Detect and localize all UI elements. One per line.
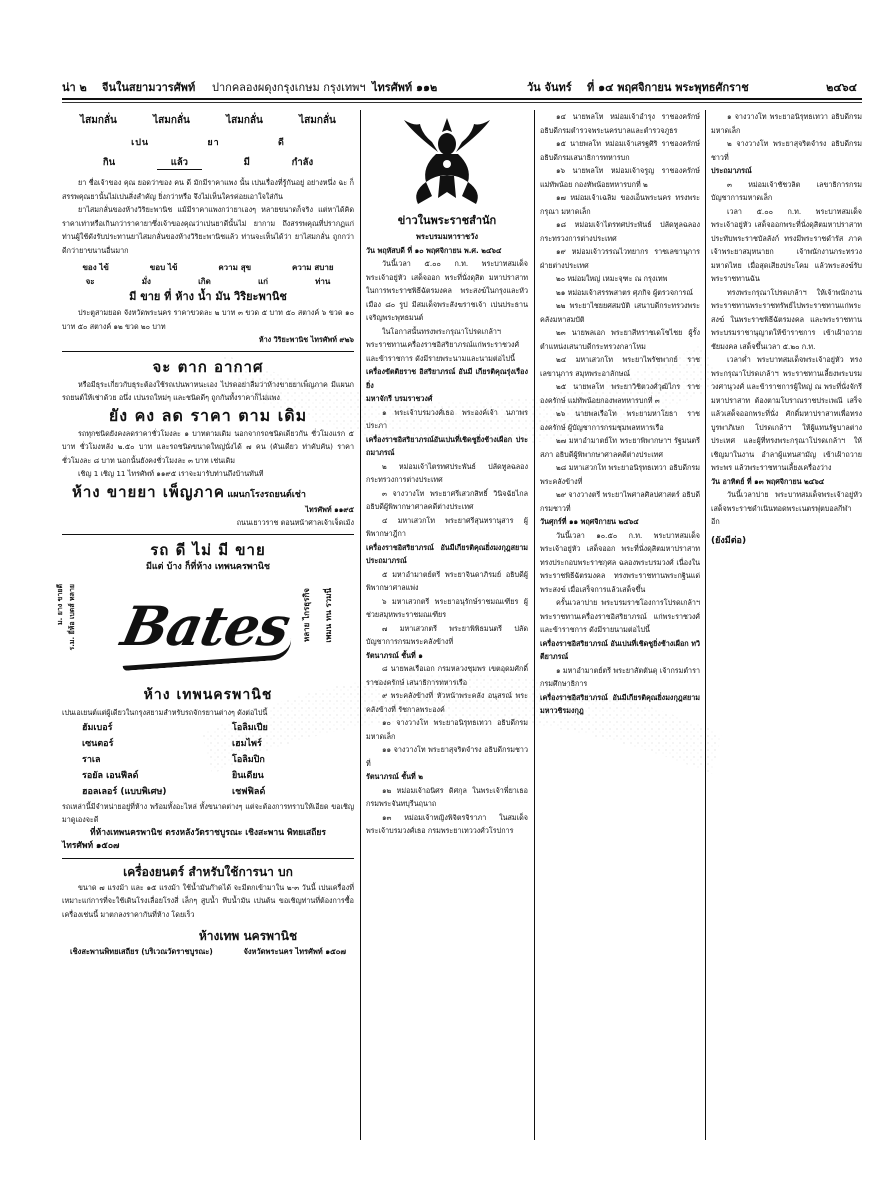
news-paragraph: ประถมาภรณ์ (711, 166, 752, 175)
news-column-continued (540, 110, 700, 718)
ad-divider (62, 858, 354, 859)
ad-benefit: จะ (85, 276, 95, 286)
news-paragraph: ๖ มหาเสวกตรี พระยาอนุรักษ์ราชมณเฑียร ผู้ช่วยสมุหพระราชมณเฑียร (366, 596, 528, 619)
ad-benefit: ท่าน (315, 276, 331, 286)
news-paragraph: ๑๙ หม่อมเจ้าวรรณไวทยากร ราชเลขานุการ ฝ่ายต่างประเทศ (540, 247, 700, 270)
ad-price: ประตูสามยอด จังหวัดพระนคร ราคาขวดละ ๒ บาท ๓ ขวด ๕ บาท ๕๐ สตางค์ ๖ ขวด ๑๐ บาท ๕๐ สตางค์ ๑๒ ขวด ๒๐ บาท (62, 308, 354, 331)
ad-shop-dept: แผนกโรงรถยนต์เช่า (227, 489, 306, 500)
model-name: เชฟฟิลด์ (232, 786, 266, 797)
news-paragraph: ๑ พระเจ้าบรมวงศ์เธอ พระองค์เจ้า นภาพร ประภา (366, 407, 528, 430)
ad-phone: เชิญ 1 เชิญ 11 ไทรศัพท์ ๑๑๙๕ เราจะมารับท่านถึงบ้านทันที (78, 469, 264, 478)
ad-headline: รถ ดี ไม่ มี ขาย (150, 540, 266, 559)
ad-phone: ไทรศัพท์ ๑๕๐๗ (62, 841, 120, 851)
news-paragraph: ๑๒ หม่อมเจ้าอนิศร ดิศกุล ในพระเจ้าพี่ยาเธอ กรมพระจันทบุรีนฤนาถ (366, 785, 528, 808)
ad-body: รถทุกชนิดยังคงลดราคาชั่วโมงละ ๑ บาทตามเดิม นอกจากรถชนิดเดียวกัน ชั่วโมงแรก ๕ บาท ชั่วโมงหลัง ๒.๕๐ บาท และรถชนิดขนาดใหญ่นั่งได้ ๗ คน (คันเดียว ท่าคับคัน) ราคาชั่วโมงละ ๘ บาท นอกนั้นยังคงชั่วโมงละ ๓ บาท เช่นเดิม (62, 428, 354, 465)
news-paragraph: ๑๓ หม่อมเจ้าหญิงพิจิตรจิราภา ในสมเด็จพระเจ้าบรมวงศ์เธอ กรมพระยาเทววงศ์วโรปการ (366, 812, 528, 835)
news-paragraph: ๑๖ นายพลโท หม่อมเจ้าจรูญ ราชองครักษ์ แม่ทัพน้อย กองทัพน้อยทหารบกที่ ๒ (540, 166, 700, 189)
model-name: เฮมไพร์ (232, 738, 262, 749)
ad-sub-word: กิน (102, 156, 116, 168)
news-paragraph: ๑๑ จางวางโท พระยาสุจริตจำรง อธิบดีกรมชาวที่ (366, 745, 528, 768)
ad-signoff: ห้าง วิริยะพานิช ไทรศัพท์ ๙๒๖ (258, 335, 354, 344)
ad-benefit: ความ สุข (218, 263, 252, 272)
news-paragraph: เวลา ๕.๐๐ ก.ท. พระบาทสมเด็จพระเจ้าอยู่หัว เสด็จออกพระที่นั่งดุสิตมหาปราสาท ประทับพระราชบัลลังก์ ทรงมีพระราชดำรัส ภาคเจ้าพระยาสมุหนายก เจ้าพนักงานกระทรวงมหาดไทย เมื่อสุดเสียงประโคม แล้วพระสงฆ์รับพระราชทานฉัน (711, 206, 862, 283)
news-paragraph: ๒๗ มหาอำมาตย์โท พระยาพิพากษาฯ รัฐมนตรีสภา อธิบดีผู้พิพากษาศาลคดีต่างประเทศ (540, 436, 700, 459)
ad-body: ยา ชื่อเจ้าของ คุณ ยอดว่าของ คน ดี มักมีราคาแพง นั้น เปนเรื่องที่รู้กันอยู่ อย่างหนึ่ง ฉะ ก็สรรพคุณยานั้นไม่เปนสิ่งสำคัญ ยิ่งกว่าหรือ จึงไม่เห็นใครค่อยเอาใจใส่กัน (62, 178, 354, 201)
news-paragraph: ๗ มหาเสวกตรี พระยาพิพิธมนตรี ปลัดบัญชาการกรมพระคลังข้างที่ (366, 623, 528, 646)
model-name: ราเล (82, 754, 101, 765)
column-divider (705, 110, 706, 1140)
model-name: รอยัล เอนฟีลด์ (82, 770, 139, 781)
bates-wordmark: Bates (116, 594, 296, 658)
news-paragraph: รัตนาภรณ์ ชั้นที่ ๒ (366, 772, 424, 781)
ad-phone: จังหวัดพระนคร ไทรศัพท์ ๑๕๐๗ (243, 947, 346, 956)
news-paragraph: ๒๙ จางวางตรี พระยาไพศาลศิลปศาสตร์ อธิบดีกรมชาวที่ (540, 490, 700, 513)
news-paragraph: (ยังมีต่อ) (711, 535, 747, 546)
ad-shop-name: ห้างเทพ นครพานิช (198, 929, 298, 943)
ad-headline: จะ ตาก อากาศ (152, 357, 264, 376)
news-paragraph: ๒๔ มหาเสวกโท พระยาไพรัชพากย์ ราชเลขานุการ สมุหพระอาลักษณ์ (540, 355, 700, 378)
news-paragraph: ๑๐ จางวางโท พระยาอนิรุทธเทวา อธิบดีกรมมหาดเล็ก (366, 718, 528, 741)
model-name: เซนตอร์ (82, 738, 114, 749)
news-paragraph: ๓ หม่อมเจ้าชัชวลิต เลขาธิการกรมบัญชาการมหาดเล็ก (711, 179, 862, 202)
masthead (62, 74, 862, 96)
ad-address: เชิงสะพานพิทยเสถียร (บริเวณวัดราชบูรณะ) (70, 947, 213, 956)
ad-somklan-medicine (62, 114, 354, 347)
model-name: โอลิมปิก (232, 754, 265, 765)
ad-vertical-text: ร.ม. ยี่ห้อ เบตส์ หลาย (68, 584, 76, 651)
news-paragraph: เครื่องราชอิสริยาภรณ์อันเปนที่เชิดชูยิ่งช้างเผือก ประถมาภรณ์ (366, 434, 528, 457)
news-paragraph: รัตนาภรณ์ ชั้นที่ ๑ (366, 650, 423, 660)
ad-bates-bicycles (56, 539, 354, 854)
bates-logo (56, 574, 354, 684)
ad-shop-phone: ไทรศัพท์ ๑๑๙๕ (305, 504, 354, 514)
section-title: ข่าวในพระราชสำนัก (397, 214, 497, 227)
news-paragraph: ๒ หม่อมเจ้าไตรทศประพันธ์ ปลัดทูลฉลอง กระทรวงการต่างประเทศ (366, 461, 528, 484)
ad-sub-word: แล้ว (157, 156, 202, 171)
news-paragraph: ๑๔ นายพลโท หม่อมเจ้าอำรุง ราชองครักษ์ อธิบดีกรมตำรวจพระนครบาลและตำรวจภูธร (540, 112, 700, 135)
model-name: ฮัมเบอร์ (82, 722, 113, 733)
news-paragraph: วัน พฤหัสบดี ที่ ๑๐ พฤศจิกายน พ.ศ. ๒๔๖๔ (366, 245, 502, 255)
section-place: พระบรมมหาราชวัง (415, 232, 479, 241)
news-paragraph: ๒๒ พระยาไชยยศสมบัติ เสนาบดีกระทรวงพระคลังมหาสมบัติ (540, 301, 700, 324)
news-column-continued (711, 110, 862, 548)
ads-column (56, 110, 354, 959)
ad-vertical-text: ม. ยาง ขายดี (56, 584, 64, 625)
news-paragraph: เวลาค่ำ พระบาทสมเด็จพระเจ้าอยู่หัว ทรงพระกรุณาโปรดเกล้าฯ พระราชทานเลี้ยงพระบรมวงศานุวงศ์ และข้าราชการผู้ใหญ่ ณ พระที่นั่งจักรีมหาปราสาท ต้องตามโบราณราชประเพณี เสร็จแล้วเสด็จออกพระที่นั่ง ศักดิ์มหาปราสาทเพื่อทรงบูรพาภิเษก โปรดเกล้าฯ ให้ผู้แทนรัฐบาลต่างประเทศ และผู้ที่ทรงพระกรุณาโปรดเกล้าฯ ให้เชิญมาในงาน อำลาผู้แทนสามัญ เข้าเฝ้าถวายพระพร แล้วพระราชทานเลี้ยงเครื่องว่าง (711, 355, 862, 472)
model-name: โอลิมเปีย (232, 722, 268, 733)
news-paragraph: ในโอกาสนั้นทรงพระกรุณาโปรดเกล้าฯ พระราชทานเครื่องราชอิสริยาภรณ์แก่พระราชวงศ์ และข้าราชการ ดังมีรายพระนามและนามต่อไปนี้ (366, 326, 520, 363)
ad-benefit: แก่ (258, 276, 268, 286)
news-paragraph: ๑ จางวางโท พระยาอนิรุทธเทวา อธิบดีกรมมหาดเล็ก (711, 112, 862, 135)
news-paragraph: ๑ มหาอำมาตย์ตรี พระยาสัตตันดุ เจ้ากรมตำรากรมศึกษาธิการ (540, 665, 700, 688)
paper-name: จีนในสยามวารศัพท์ (102, 81, 196, 94)
ad-divider (62, 351, 354, 352)
model-name: ฮอลเลอร์ (แบบพิเศษ) (82, 786, 167, 797)
ad-car-rental (62, 356, 354, 530)
issue-date: ที่ ๑๔ พฤศจิกายน พระพุทธศักราช (587, 81, 749, 94)
ad-shop-name: ห้าง ขายยา เพ็ญภาค (72, 482, 225, 501)
news-paragraph: ๘ นายพลเรือเอก กรมหลวงชุมพร เขตอุดมศักดิ์ ราชองครักษ์ เสนาธิการทหารเรือ (366, 664, 528, 687)
news-paragraph: ๒๓ นายพลเอก พระยาสีหราชเดโชไชย ผู้รั้งตำแหน่งเสนาบดีกระทรวงกลาโหม (540, 328, 700, 351)
bicycle-model-list (62, 720, 354, 800)
ad-benefit: มั่ง (141, 276, 151, 286)
news-body (366, 244, 528, 838)
garuda-emblem-icon (392, 112, 502, 212)
ad-contact: ที่ห้างเทพนครพานิช ตรงหลังวัดราชบูรณะ เชิงสะพาน พิทยเสถียร (90, 827, 326, 838)
ad-tagline: ไสมกลั่น (153, 115, 190, 126)
news-paragraph: วันนี้เวลาบ่าย พระบาทสมเด็จพระเจ้าอยู่หัว เสด็จพระราชดำเนินทอดพระเนตรฟุตบอลกีฬา อีก (711, 490, 862, 526)
ad-seller: มี ขาย ที่ ห้าง น้ำ มัน วิริยะพานิช (129, 290, 287, 303)
news-paragraph: ๕ มหาอำมาตย์ตรี พระยาจินดาภิรมย์ อธิบดีผู้พิพากษาศาลแพ่ง (366, 569, 528, 592)
news-paragraph: ทรงพระกรุณาโปรดเกล้าฯ ให้เจ้าพนักงานพระราชทานพระราชทรัพย์ไปพระราชทานแก่พระสงฆ์ ในพระราชพิธีฉัตรมงคล และพระราชทานพระบรมราชานุญาตให้ข้าราชการ เข้าเฝ้าถวายชัยมงคล เสด็จขึ้นเวลา ๕.๒๐ ก.ท. (711, 287, 862, 351)
page-number: น่า ๒ (62, 81, 87, 94)
news-paragraph: ๒ จางวางโท พระยาสุจริตจำรง อธิบดีกรมชาวที่ (711, 139, 862, 162)
ad-intro: เปนเอเยนต์แต่ผู้เดียวในกรุงสยามสำหรับรถจักรยานต่างๆ ดังต่อไปนี้ (62, 708, 268, 717)
column-divider (360, 110, 361, 1140)
ad-vertical-text: เพมน ทน รวมนี่ (324, 588, 333, 643)
weekday: วัน จันทร์ (527, 81, 572, 94)
ad-body: ขนาด ๗ แรงม้า และ ๑๕ แรงม้า ใช้น้ำมันก๊าดได้ จะมีตกเข้ามาใน ๒-๓ วันนี้ เปนเครื่องที่เหมาะแก่การที่จะใช้เดินโรงเลื่อยโรงสี่ เล็กๆ สูบน้ำ ทีบน้ำมัน เปนต้น ขอเชิญท่านที่ต้องการซื้อเครื่องเช่นนี้ มาตกลงราคากันที่ห้าง โดยเร็ว (62, 882, 354, 919)
masthead-rule-thin (62, 102, 862, 103)
ad-headline: เครื่องยนตร์ สำหรับใช้การนา บก (123, 864, 293, 879)
news-paragraph: วัน อาทิตย์ ที่ ๑๓ พฤศจิกายน ๒๔๖๔ (711, 476, 825, 486)
news-paragraph: เครื่องราชอิสริยาภรณ์ อันมีเกียรติคุณยิ่งมงกุฎสยาม มหาวชิรมงกุฎ (540, 692, 700, 715)
news-paragraph: ๑๕ นายพลโท หม่อมเจ้าเสรฐศิริ ราชองครักษ์ อธิบดีกรมเสนาธิการทหารบก (540, 139, 700, 162)
ad-shop-name: ห้าง เทพนครพานิช (143, 687, 273, 703)
news-paragraph: ๒๘ มหาเสวกโท พระยาอนิรุทธเทวา อธิบดีกรมพระคลังข้างที่ (540, 463, 700, 486)
ad-engines (62, 863, 354, 959)
news-paragraph: ๒๐ หม่อมใหญ่ เหมะจุฑะ ณ กรุงเทพ (556, 274, 668, 283)
ad-tagline: ไสมกลั่น (80, 115, 117, 126)
news-paragraph: เครื่องขัตติยราช อิสริยาภรณ์ อันมี เกียรติคุณรุ่งเรืองยิ่ง (366, 367, 528, 390)
ad-tagline: ไสมกลั่น (226, 115, 263, 126)
newspaper-page (56, 74, 862, 1144)
ad-subhead: มีแต่ บ้าง ก็ที่ห้าง เทพนครพานิช (145, 561, 271, 572)
ad-sub-word: มี (243, 156, 250, 168)
news-paragraph: ๒๕ นายพลโท พระยาวิชิตวงศ์วุฒิไกร ราชองครักษ์ แม่ทัพน้อยกองพลทหารบกที่ ๓ (540, 382, 700, 405)
news-paragraph: เครื่องราชอิสริยาภรณ์ อันมีเกียรติคุณยิ่งมงกุฎสยาม ประถมาภรณ์ (366, 542, 528, 565)
news-paragraph: วันนี้เวลา ๑๐.๕๐ ก.ท. พระบาทสมเด็จพระเจ้าอยู่หัว เสด็จออก พระที่นั่งดุสิตมหาปราสาท ทรงประกอบพระราชกุศล ฉลองพระบรมวงศ์ เนื่องในพระราชพิธีฉัตรมงคล ทรงพระราชทานพระกฐินแด่พระสงฆ์ เมื่อเสร็จการแล้วเสด็จขึ้น (540, 530, 700, 594)
news-paragraph: ๒๑ หม่อมเจ้าสรรพสาตร ศุภกิจ ผู้ตรวจการณ์ (556, 287, 693, 297)
ad-benefit: เกิด (198, 276, 211, 286)
masthead-rule (62, 98, 862, 100)
ad-benefit: ของ ไข้ (82, 263, 109, 272)
news-paragraph: วันนี้เวลา ๕.๐๐ ก.ท. พระบาทสมเด็จพระเจ้าอยู่หัว เสด็จออก พระที่นั่งดุสิต มหาปราสาท ในการพระราชพิธีฉัตรมงคล พระสงฆ์ในกรุงและหัวเมือง ๘๐ รูป มีสมเด็จพระสังฆราชเจ้า เปนประธานเจริญพระพุทธมนต์ (366, 259, 528, 322)
ad-headline-word: เปน (131, 137, 150, 148)
issue-year: ๒๔๖๔ (826, 81, 857, 94)
royal-court-news-column (366, 110, 528, 838)
ad-headline-word: ดี (277, 137, 285, 148)
ad-headline: ยัง คง ลด ราคา ตาม เดิม (108, 405, 308, 425)
ad-sub-word: กำลัง (291, 156, 314, 168)
paper-address: ปากคลองผดุงกรุงเกษม กรุงเทพฯ (212, 81, 366, 94)
ad-benefit: ความ สบาย (291, 263, 334, 272)
news-paragraph: ๔ มหาเสวกโท พระยาศรีสุนทรานุสาร ผู้พิพากษาฎีกา (366, 515, 528, 538)
model-name: ยินเดียน (232, 770, 264, 781)
news-paragraph: ๓ จางวางโท พระยาศรีเสวกสิทธิ์ วินิจฉัยไกล อธิบดีผู้พิพากษาศาลคดีต่างประเทศ (366, 488, 528, 511)
ad-body: รถเหล่านี้มีจำหน่ายอยู่ที่ห้าง พร้อมทั้งอะไหล่ ทั้งขนาดต่างๆ แต่จะต้องการทราบให้เอียด ขอเชิญมาดูเองจะดี (62, 801, 354, 824)
ad-tagline: ไสมกลั่น (299, 115, 336, 126)
ad-body: หรือมีธุระเกี่ยวกับธุระต้องใช้รถเปนพาหนะเอง ไปรดอย่าลืมว่าห้างขายยาเพ็ญภาค มีแผนกรถยนต์ให้เช่าด้วย อนึ่ง เปนรถใหม่ๆ และชนิดดีๆ ถูกกันทั้งราคาก็ไม่แพง (62, 379, 354, 402)
news-paragraph: ๒๖ นายพลเรือโท พระยามหาโยธา ราชองครักษ์ ผู้บัญชาการกรมชุมพลทหารเรือ (540, 409, 700, 432)
paper-telephone: ไทรศัพท์ ๑๑๒ (372, 81, 438, 94)
news-paragraph: มหาจักรี บรมราชวงศ์ (366, 394, 433, 403)
column-divider (534, 110, 535, 1140)
news-paragraph: ๙ พระคลังข้างที่ หัวหน้าพระคลัง อนุสรณ์ พระคลังข้างที่ รัชกาลพระองค์ (366, 691, 528, 714)
news-paragraph: ๑๘ หม่อมเจ้าไตรทศประพันธ์ ปลัดทูลฉลองกระทรวงการต่างประเทศ (540, 220, 700, 243)
ad-benefit: ขอบ ไข้ (149, 263, 178, 272)
news-paragraph: วันศุกร์ที่ ๑๑ พฤศจิกายน ๒๔๖๔ (540, 517, 639, 526)
news-paragraph: ๑๗ หม่อมเจ้าเฉลิม ของเอ็นพระนคร ทรงพระกรุณา มหาดเล็ก (540, 193, 700, 216)
ad-headline-word: ยา (207, 137, 220, 148)
news-paragraph: เครื่องราชอิสริยาภรณ์ อันเปนที่เชิดชูยิ่งช้างเผือก ทวิตียาภรณ์ (540, 638, 700, 661)
ad-vertical-text: หลาย ไกรธุรกิจ (302, 588, 311, 643)
news-paragraph: ครั้นเวลาบ่าย พระบรมราชโองการโปรดเกล้าฯ พระราชทานเครื่องราชอิสริยาภรณ์ แก่พระราชวงศ์ และข้าราชการ ดังมีรายนามต่อไปนี้ (540, 598, 700, 634)
ad-divider (62, 534, 354, 535)
ad-shop-address: ถนนเยาวราช ตอนหน้าศาลเจ้าเจ็ดเม้ง (236, 518, 354, 527)
ad-body: ยาไสมกลั่นของห้างวิริยะพานิช แม้มีราคาแพงกว่ายาเองๆ หลายขนาดก็จริง แต่หาได้คิดราคาเท่าหรือเกินกว่าราคายาซึ่งเจ้าของคุณว่าเปนยาดีนั้นไม่ ยากาม ถึงสรรพคุณที่ปรากฏแก่ท่านผู้ใช้ดังรับประทานยาไสมกลั่นของห้างวิริยะพานิชแล้ว ท่านจะเห็นได้ว่า ยาไสมกลั่น ถูกกว่า ดีกว่ายาขนานอื่นมาก (62, 205, 354, 255)
